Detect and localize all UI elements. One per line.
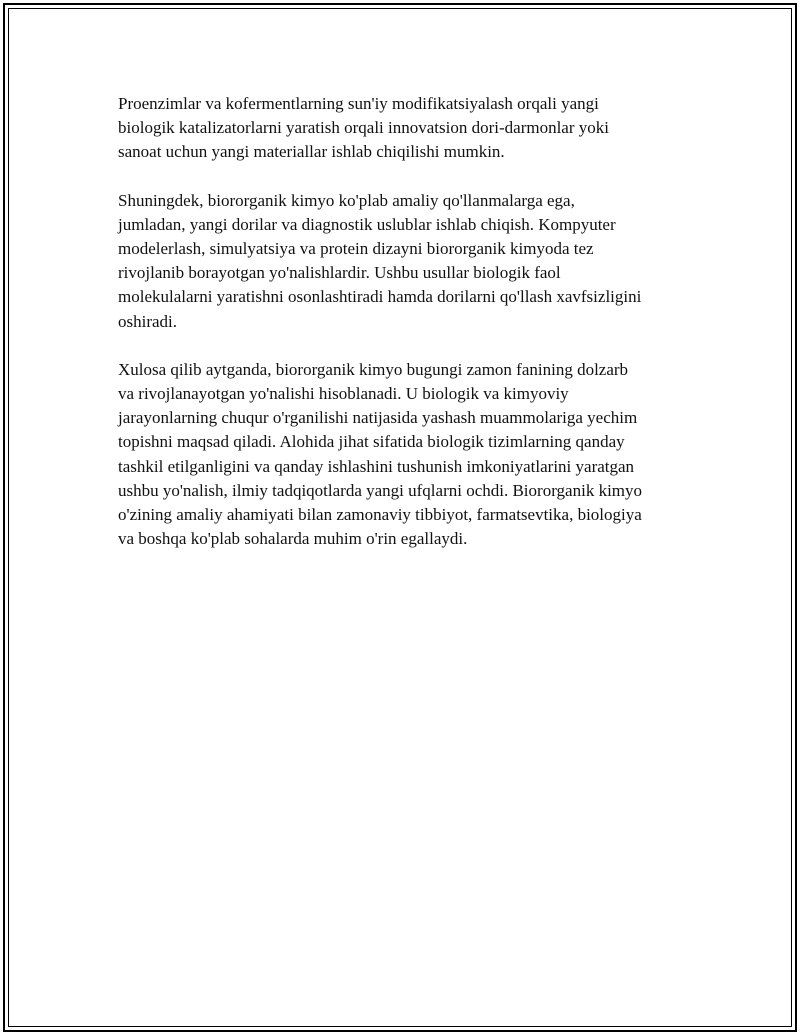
text-line: Shuningdek, biororganik kimyo ko'plab amaliy qo'llanmalarga ega, bbox=[118, 190, 575, 210]
text-line: va rivojlanayotgan yo'nalishi hisoblanadi. U biologik va kimyoviy bbox=[118, 384, 569, 404]
text-line: Xulosa qilib aytganda, biororganik kimyo bugungi zamon fanining dolzarb bbox=[118, 359, 629, 379]
text-line: tashkil etilganligini va qanday ishlashini tushunish imkoniyatlarini yaratgan bbox=[118, 456, 635, 476]
text-line: biologik katalizatorlarni yaratish orqali innovatsion dori-darmonlar yoki bbox=[118, 118, 609, 138]
text-line: o'zining amaliy ahamiyati bilan zamonaviy tibbiyot, farmatsevtika, biologiya bbox=[118, 505, 642, 525]
text-line: jarayonlarning chuqur o'rganilishi natijasida yashash muammolariga yechim bbox=[118, 408, 638, 428]
text-line: va boshqa ko'plab sohalarda muhim o'rin egallaydi. bbox=[118, 529, 468, 549]
document-body bbox=[118, 92, 708, 575]
text-line: sanoat uchun yangi materiallar ishlab chiqilishi mumkin. bbox=[118, 142, 505, 162]
text-line: ushbu yo'nalish, ilmiy tadqiqotlarda yangi ufqlarni ochdi. Biororganik kimyo bbox=[118, 480, 643, 500]
paragraph-2 bbox=[118, 189, 708, 334]
text-line: jumladan, yangi dorilar va diagnostik uslublar ishlab chiqish. Kompyuter bbox=[118, 214, 616, 234]
text-line: molekulalarni yaratishni osonlashtiradi hamda dorilarni qo'llash xavfsizligini bbox=[118, 287, 642, 307]
text-line: modelerlash, simulyatsiya va protein dizayni biororganik kimyoda tez bbox=[118, 239, 594, 259]
text-line: oshiradi. bbox=[118, 311, 178, 331]
text-line: topishni maqsad qiladi. Alohida jihat sifatida biologik tizimlarning qanday bbox=[118, 432, 625, 452]
text-line: Proenzimlar va kofermentlarning sun'iy modifikatsiyalash orqali yangi bbox=[118, 94, 599, 113]
text-line: rivojlanib borayotgan yo'nalishlardir. Ushbu usullar biologik faol bbox=[118, 263, 561, 283]
paragraph-3 bbox=[118, 358, 708, 552]
paragraph-1 bbox=[118, 92, 708, 165]
